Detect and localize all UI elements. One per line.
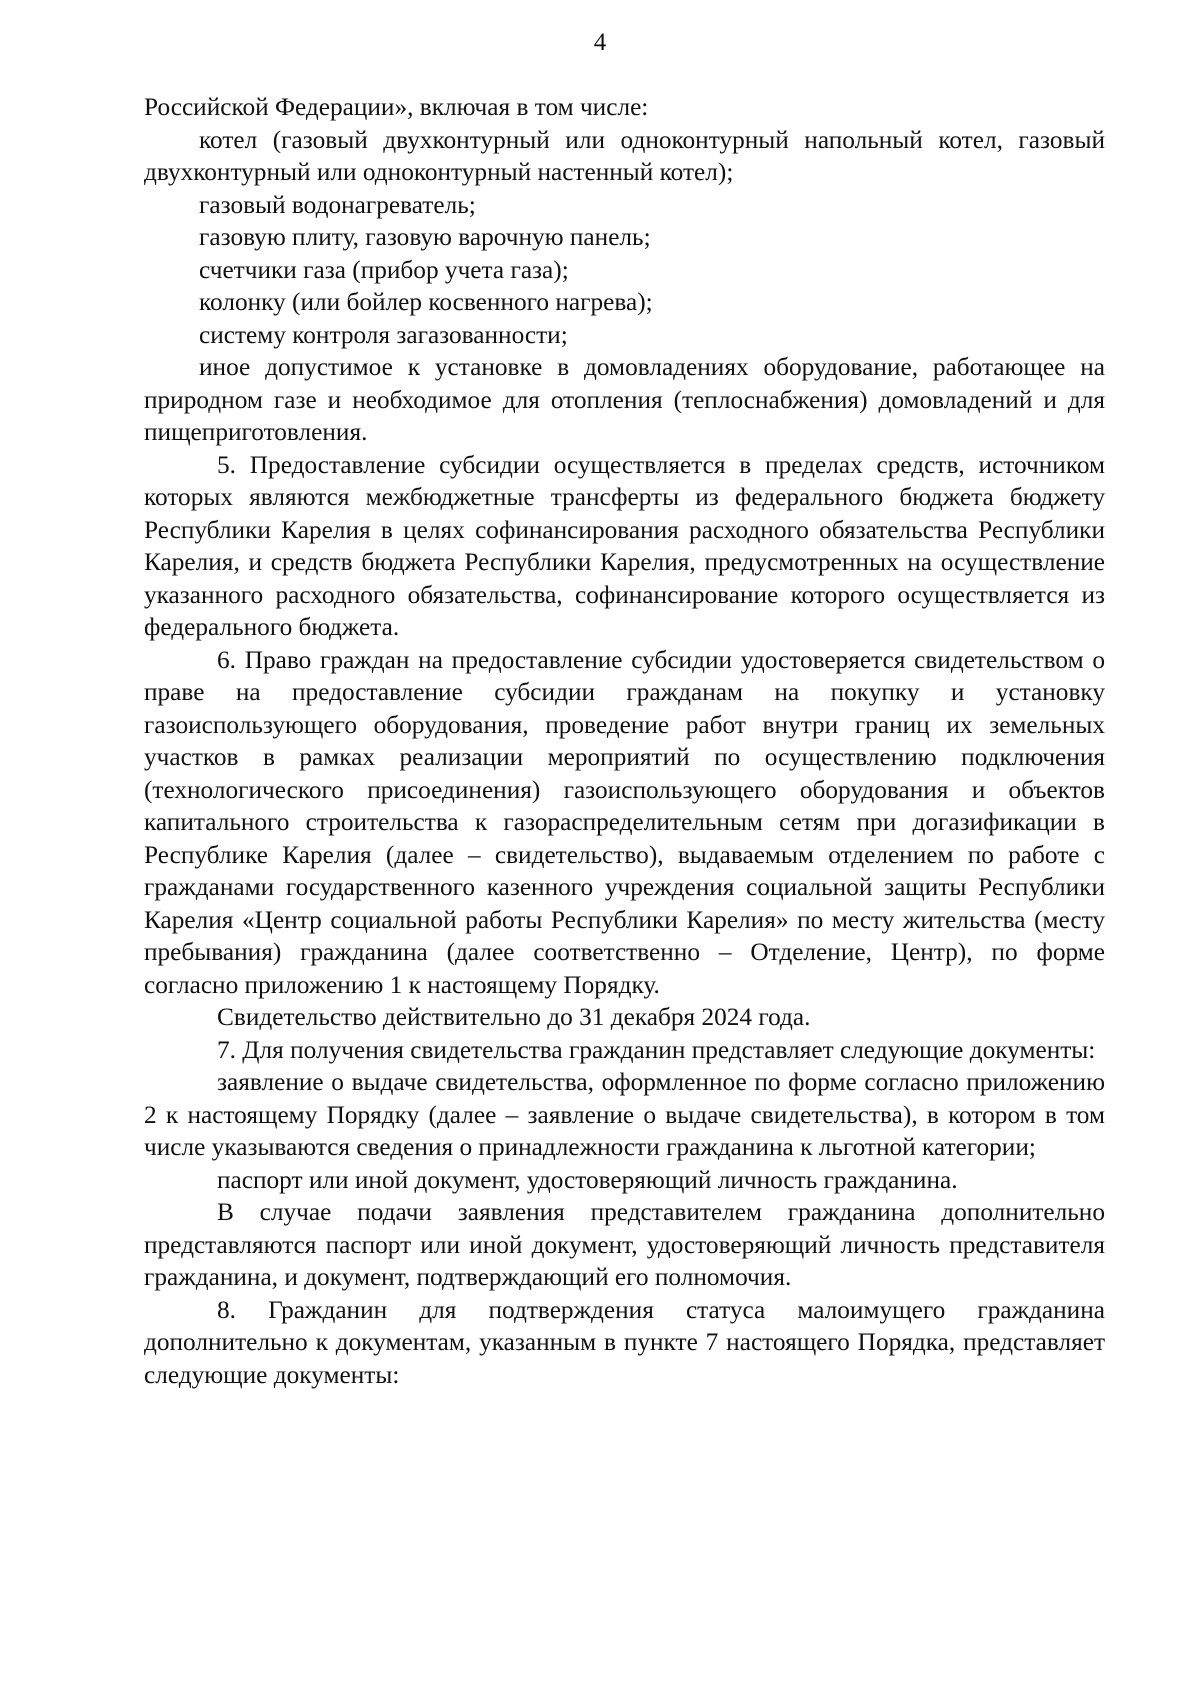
paragraph: газовую плиту, газовую варочную панель; <box>199 223 651 251</box>
paragraph: заявление о выдаче свидетельства, оформленное по форме согласно приложению 2 к настоящему Порядку (далее – заявление о выдаче свидетельства), в котором в том числе указываются сведения о принадлежности гражданина к льготной категории; <box>144 1068 1105 1161</box>
paragraph: В случае подачи заявления представителем гражданина дополнительно представляются паспорт или иной документ, удостоверяющий личность представителя гражданина, и документ, подтверждающий его полномочия. <box>144 1198 1105 1291</box>
paragraph: 6. Право граждан на предоставление субсидии удостоверяется свидетельством о праве на предоставление субсидии гражданам на покупку и установку газоиспользующего оборудования, проведение работ внутри границ их земельных участков в рамках реализации мероприятий по осуществлению подключения (технологического присоединения) газоиспользующего оборудования и объектов капитального строительства к газораспределительным сетям при догазификации в Республике Карелия (далее – свидетельство), выдаваемым отделением по работе с гражданами государственного казенного учреждения социальной защиты Республики Карелия «Центр социальной работы Республики Карелия» по месту жительства (месту пребывания) гражданина (далее соответственно – Отделение, Центр), по форме согласно приложению 1 к настоящему Порядку. <box>144 645 1105 999</box>
paragraph: счетчики газа (прибор учета газа); <box>199 255 569 284</box>
paragraph: иное допустимое к установке в домовладениях оборудование, работающее на природном газе и необходимое для отопления (теплоснабжения) домовладений и для пищеприготовления. <box>144 353 1105 446</box>
paragraph: газовый водонагреватель; <box>199 190 476 219</box>
paragraph: Российской Федерации», включая в том числе: <box>144 93 649 121</box>
paragraph: 7. Для получения свидетельства гражданин представляет следующие документы: <box>217 1035 1096 1064</box>
paragraph: систему контроля загазованности; <box>199 320 568 349</box>
document-body <box>144 91 1105 1391</box>
paragraph: 8. Гражданин для подтверждения статуса малоимущего гражданина дополнительно к документам, указанным в пункте 7 настоящего Порядка, представляет следующие документы: <box>144 1295 1105 1389</box>
page-number: 4 <box>593 29 607 56</box>
paragraph: колонку (или бойлер косвенного нагрева); <box>199 288 653 316</box>
paragraph: Свидетельство действительно до 31 декабря 2024 года. <box>217 1003 811 1031</box>
paragraph: котел (газовый двухконтурный или одноконтурный напольный котел, газовый двухконтурный или одноконтурный настенный котел); <box>144 125 1105 186</box>
paragraph: 5. Предоставление субсидии осуществляется в пределах средств, источником которых являются межбюджетные трансферты из федерального бюджета бюджету Республики Карелия в целях софинансирования расходного обязательства Республики Карелия, и средств бюджета Республики Карелия, предусмотренных на осуществление указанного расходного обязательства, софинансирование которого осуществляется из федерального бюджета. <box>144 450 1105 641</box>
paragraph: паспорт или иной документ, удостоверяющий личность гражданина. <box>217 1165 958 1194</box>
